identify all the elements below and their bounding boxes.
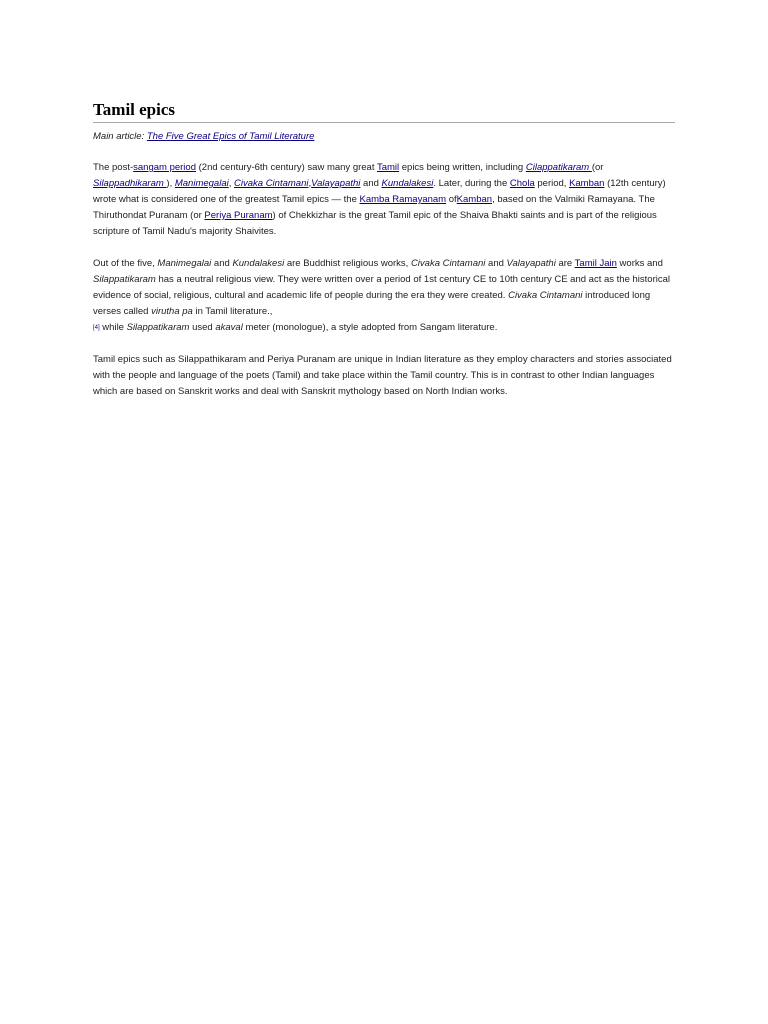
text: and: [485, 258, 507, 269]
main-article-note: [93, 131, 675, 142]
reference-link[interactable]: [4]: [93, 325, 100, 331]
text: , based on the Valmiki Ramayana. The Thiruthondat Puranam (or: [93, 194, 655, 221]
link-chola[interactable]: Chola: [509, 178, 535, 189]
text: works and: [616, 258, 663, 269]
link-silappadhikaram[interactable]: Silappadhikaram: [93, 178, 167, 189]
text: (12th century) wrote what is considered one of the greatest Tamil epics — the: [93, 178, 666, 205]
italic-text: Civaka Cintamani: [410, 258, 486, 269]
italic-text: virutha pa: [151, 306, 193, 317]
link-civaka-cintamani[interactable]: Civaka Cintamani: [234, 178, 309, 189]
text: period,: [534, 178, 570, 189]
text: ),: [166, 178, 175, 189]
italic-text: Civaka Cintamani: [508, 290, 583, 301]
text: The post-: [93, 162, 134, 173]
text: of: [446, 194, 457, 205]
italic-text: Valayapathi: [506, 258, 556, 269]
link-kamba-ramayanam[interactable]: Kamba Ramayanam: [359, 194, 447, 205]
text: meter (monologue), a style adopted from Sangam literature.: [242, 322, 498, 333]
link-valayapathi[interactable]: Valayapathi: [311, 178, 361, 189]
italic-text: akaval: [215, 322, 243, 333]
text: ,: [228, 178, 235, 189]
text: and: [211, 258, 233, 269]
text: are Buddhist religious works,: [284, 258, 411, 269]
text: epics being written, including: [399, 162, 526, 173]
text: ) of Chekkizhar is the great Tamil epic of the Shaiva Bhakti saints and is part of the religious scripture of Tamil Nadu's majority Shaivites.: [93, 210, 657, 237]
article-section: [93, 100, 675, 400]
italic-text: Manimegalai: [157, 258, 212, 269]
text: and: [360, 178, 382, 189]
text: in Tamil literature.,: [192, 306, 273, 317]
link-tamil[interactable]: Tamil: [376, 162, 400, 173]
italic-text: Silappatikaram: [93, 274, 156, 285]
text: introduced long verses called: [93, 290, 651, 317]
text: ,: [308, 178, 312, 189]
link-kamban[interactable]: Kamban: [569, 178, 605, 189]
paragraph-1: [93, 160, 675, 240]
link-kamban-2[interactable]: Kamban: [456, 194, 493, 205]
text: used: [189, 322, 216, 333]
italic-text: Silappatikaram: [126, 322, 190, 333]
section-heading: Tamil epics: [93, 100, 675, 123]
italic-text: Kundalakesi: [232, 258, 285, 269]
text: . Later, during the: [433, 178, 510, 189]
link-cilappatikaram[interactable]: Cilappatikaram: [525, 162, 592, 173]
main-article-link[interactable]: The Five Great Epics of Tamil Literature: [146, 131, 315, 142]
link-manimegalai[interactable]: Manimegalai: [174, 178, 229, 189]
link-sangam-period[interactable]: sangam period: [133, 162, 196, 173]
text: Out of the five,: [93, 258, 158, 269]
link-kundalakesi[interactable]: Kundalakesi: [381, 178, 434, 189]
paragraph-3: Tamil epics such as Silappathikaram and Periya Puranam are unique in Indian literature as they employ characters and stories associated with the people and language of the poets (Tamil) and take place within the Tamil country. This is in contrast to other Indian languages which are based on Sanskrit works and deal with Sanskrit mythology based on North Indian works.: [93, 354, 672, 397]
text: has a neutral religious view. They were written over a period of 1st century CE to 10th century CE and act as the historical evidence of social, religious, cultural and academic life of people during the era they were created.: [93, 274, 670, 301]
paragraph-2: [93, 256, 675, 336]
text: while: [99, 322, 127, 333]
text: (or: [591, 162, 604, 173]
text: are: [555, 258, 575, 269]
link-tamil-jain[interactable]: Tamil Jain: [574, 258, 617, 269]
link-periya-puranam[interactable]: Periya Puranam: [204, 210, 273, 221]
main-article-label: Main article:: [93, 131, 147, 142]
text: (2nd century-6th century) saw many great: [196, 162, 377, 173]
